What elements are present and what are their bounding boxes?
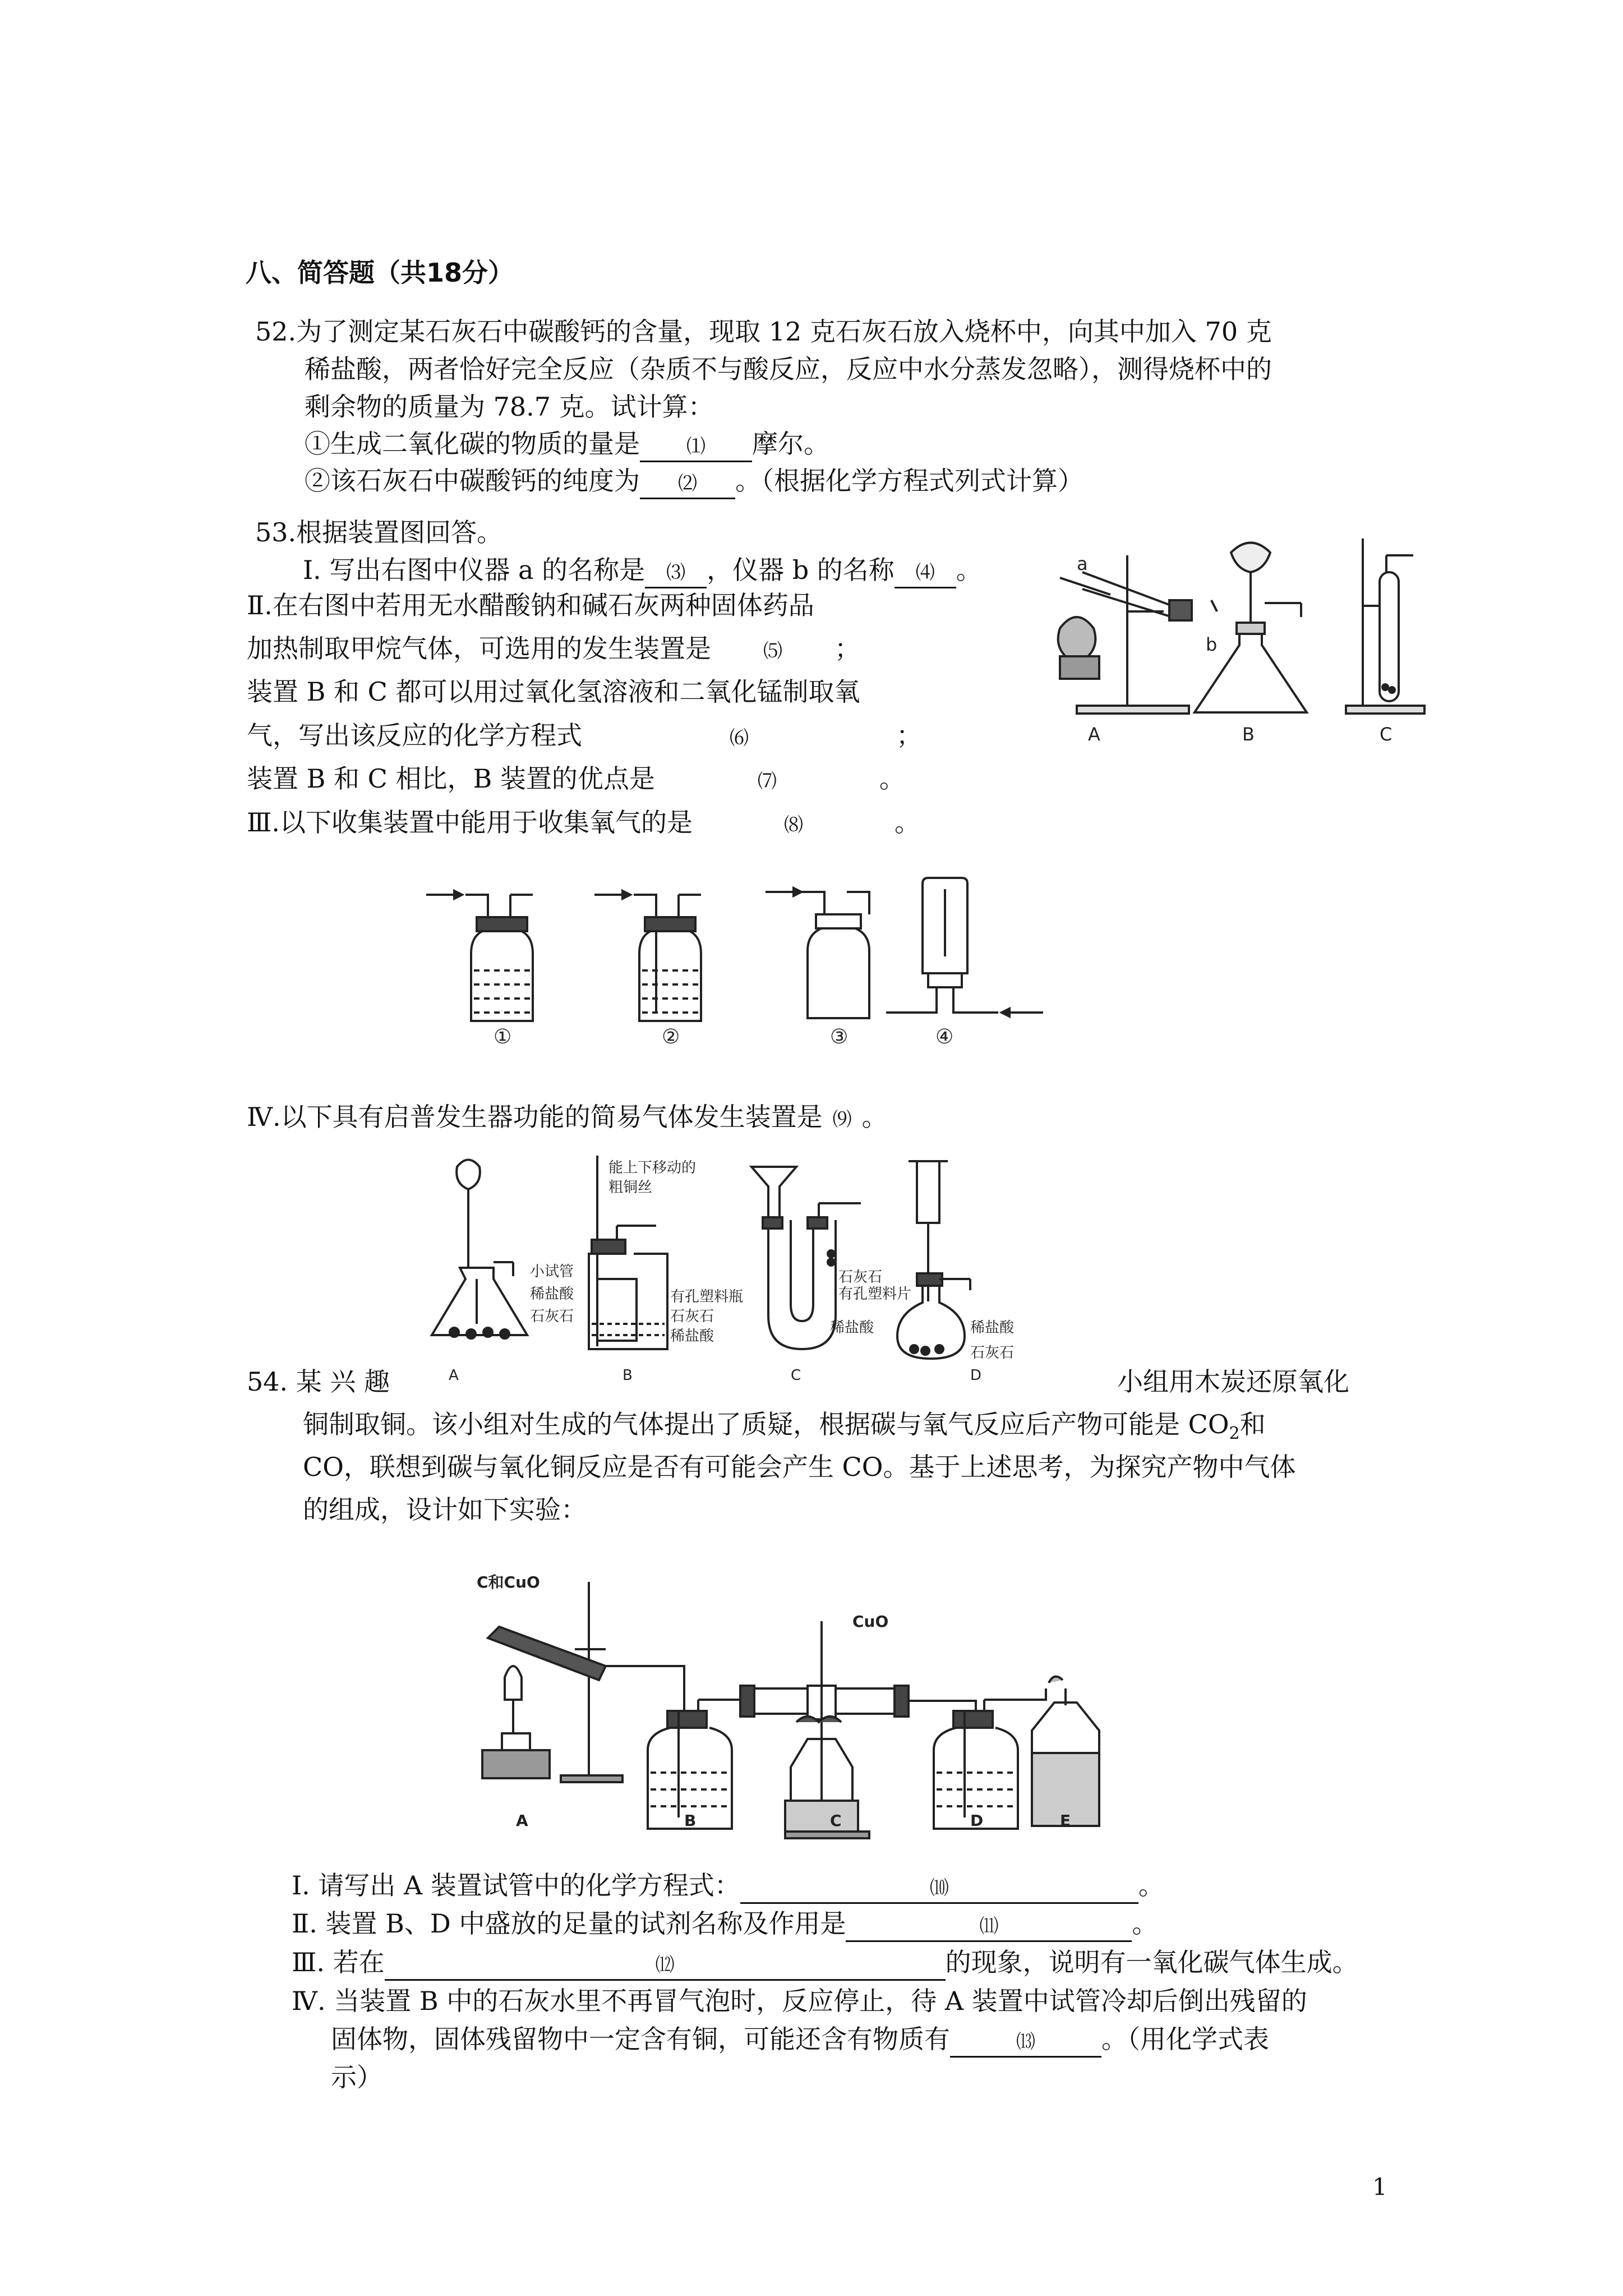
q52-line1: 52.为了测定某石灰石中碳酸钙的含量，现取 12 克石灰石放入烧杯中，向其中加入 70 克 <box>255 316 1272 347</box>
fig3-label-acid-d: 稀盐酸 <box>970 1319 1015 1336</box>
q54-part4-line1: Ⅳ. 当装置 B 中的石灰水里不再冒气泡时，反应停止，待 A 装置中试管冷却后倒出残留的 <box>292 1986 1307 2016</box>
fig4-label-D: D <box>970 1811 984 1830</box>
blank-8[interactable]: ⑻ <box>783 814 803 836</box>
fig4-label-A: A <box>516 1811 528 1830</box>
fig4-label-E: E <box>1060 1811 1071 1830</box>
q53-part2-line2: 加热制取甲烷气体，可选用的发生装置是 ⑸ ； <box>247 631 860 669</box>
fig3-label-acid-a: 稀盐酸 <box>530 1286 574 1303</box>
blank-11[interactable]: ⑾ <box>846 1912 1132 1942</box>
fig1-label-A: A <box>1088 724 1100 745</box>
fig3-label-limestone-a: 石灰石 <box>530 1308 574 1325</box>
q53-part3: Ⅲ.以下收集装置中能用于收集氧气的是 ⑻ 。 <box>247 805 920 843</box>
q54-part2: Ⅱ. 装置 B、D 中盛放的足量的试剂名称及作用是 ⑾ 。 <box>292 1906 1158 1942</box>
fig1-label-a: a <box>1077 553 1088 574</box>
fig3-label-movable: 能上下移动的 <box>608 1159 697 1176</box>
fig2-label-4: ④ <box>935 1025 954 1048</box>
apparatus-abc-figure <box>1043 539 1430 752</box>
blank-3[interactable]: ⑶ <box>645 559 707 588</box>
blank-5[interactable]: ⑸ <box>763 640 782 662</box>
q54-part4-line2: 固体物，固体残留物中一定含有铜，可能还含有物质有 ⒀ 。（用化学式表 <box>331 2022 1269 2058</box>
q52-line3: 剩余物的质量为 78.7 克。试计算： <box>305 392 714 422</box>
fig4-label-B: B <box>684 1811 697 1830</box>
blank-4[interactable]: ⑷ <box>895 559 956 588</box>
q53-part2-line1: Ⅱ.在右图中若用无水醋酸钠和碱石灰两种固体药品 <box>247 590 814 620</box>
blank-2[interactable]: ⑵ <box>640 470 735 499</box>
section-title: 八、简答题（共18分） <box>246 257 514 288</box>
experiment-apparatus-figure <box>471 1571 1200 1840</box>
blank-12[interactable]: ⑿ <box>385 1951 946 1981</box>
fig3-label-limestone-b: 石灰石 <box>670 1308 714 1325</box>
q54-line3: CO，联想到碳与氧化铜反应是否有可能会产生 CO。基于上述思考，为探究产物中气体 <box>303 1452 1296 1482</box>
q54-line1-left: 54. 某 兴 趣 <box>247 1366 390 1397</box>
q54-part1: Ⅰ. 请写出 A 装置试管中的化学方程式： ⑽ 。 <box>292 1868 1164 1904</box>
fig3-label-copper-wire: 粗铜丝 <box>608 1179 653 1196</box>
page-number: 1 <box>1372 2173 1387 2201</box>
q53-part2-line4: 气，写出该反应的化学方程式 ⑹ ； <box>247 718 922 756</box>
blank-6[interactable]: ⑹ <box>730 727 749 749</box>
q53-part1: Ⅰ. 写出右图中仪器 a 的名称是 ⑶ ，仪器 b 的名称 ⑷ 。 <box>303 553 982 588</box>
kipp-generator-figure <box>415 1156 1088 1391</box>
fig3-label-limestone-c: 石灰石 <box>838 1269 883 1286</box>
fig3-label-plastic-bottle: 有孔塑料瓶 <box>670 1289 744 1305</box>
q54-part4-line3: 示） <box>331 2062 382 2092</box>
fig3-label-A: A <box>449 1367 459 1384</box>
q54-part3: Ⅲ. 若在 ⑿ 的现象，说明有一氧化碳气体生成。 <box>292 1945 1358 1981</box>
blank-7[interactable]: ⑺ <box>757 770 777 793</box>
q52-item2: ②该石灰石中碳酸钙的纯度为 ⑵ 。（根据化学方程式列式计算） <box>305 463 1083 499</box>
blank-1[interactable]: ⑴ <box>640 432 752 462</box>
fig3-label-plastic-sheet: 有孔塑料片 <box>838 1286 912 1303</box>
q53-part4: Ⅳ.以下具有启普发生器功能的简易气体发生装置是 ⑼ 。 <box>247 1099 888 1137</box>
fig4-label-c-cuo: C和CuO <box>477 1573 540 1591</box>
fig3-label-acid-b: 稀盐酸 <box>670 1328 714 1345</box>
fig1-label-C: C <box>1380 724 1393 745</box>
fig2-label-2: ② <box>662 1025 680 1048</box>
collection-apparatus-figure <box>415 872 1077 1052</box>
q54-line1-right: 小组用木炭还原氧化 <box>1117 1366 1349 1397</box>
fig4-label-cuo: CuO <box>852 1612 889 1631</box>
q53-part2-line3: 装置 B 和 C 都可以用过氧化氢溶液和二氧化锰制取氧 <box>247 677 860 707</box>
fig3-label-acid-c: 稀盐酸 <box>830 1319 874 1336</box>
q54-line4: 的组成，设计如下实验： <box>303 1494 587 1525</box>
blank-9[interactable]: ⑼ <box>832 1108 852 1131</box>
fig1-label-B: B <box>1242 724 1255 745</box>
q53-title: 53.根据装置图回答。 <box>255 517 503 547</box>
fig1-label-b: b <box>1206 634 1218 655</box>
q52-line2: 稀盐酸，两者恰好完全反应（杂质不与酸反应，反应中水分蒸发忽略），测得烧杯中的 <box>305 354 1272 384</box>
fig3-label-D: D <box>970 1367 982 1384</box>
fig2-label-1: ① <box>494 1025 512 1048</box>
blank-13[interactable]: ⒀ <box>950 2028 1101 2058</box>
q53-part2-line5: 装置 B 和 C 相比，B 装置的优点是 ⑺ 。 <box>247 761 905 799</box>
fig2-label-3: ③ <box>830 1025 849 1048</box>
q54-line2: 铜制取铜。该小组对生成的气体提出了质疑，根据碳与氧气反应后产物可能是 $CO_2$和 <box>303 1409 1266 1444</box>
blank-10[interactable]: ⑽ <box>740 1874 1138 1904</box>
fig3-label-C: C <box>791 1367 801 1384</box>
fig3-label-B: B <box>623 1367 633 1384</box>
fig4-label-C: C <box>830 1811 842 1830</box>
fig3-label-limestone-d: 石灰石 <box>970 1345 1015 1361</box>
fig3-label-small-tube: 小试管 <box>530 1263 574 1280</box>
q52-item1: ①生成二氧化碳的物质的量是 ⑴ 摩尔。 <box>305 426 829 462</box>
